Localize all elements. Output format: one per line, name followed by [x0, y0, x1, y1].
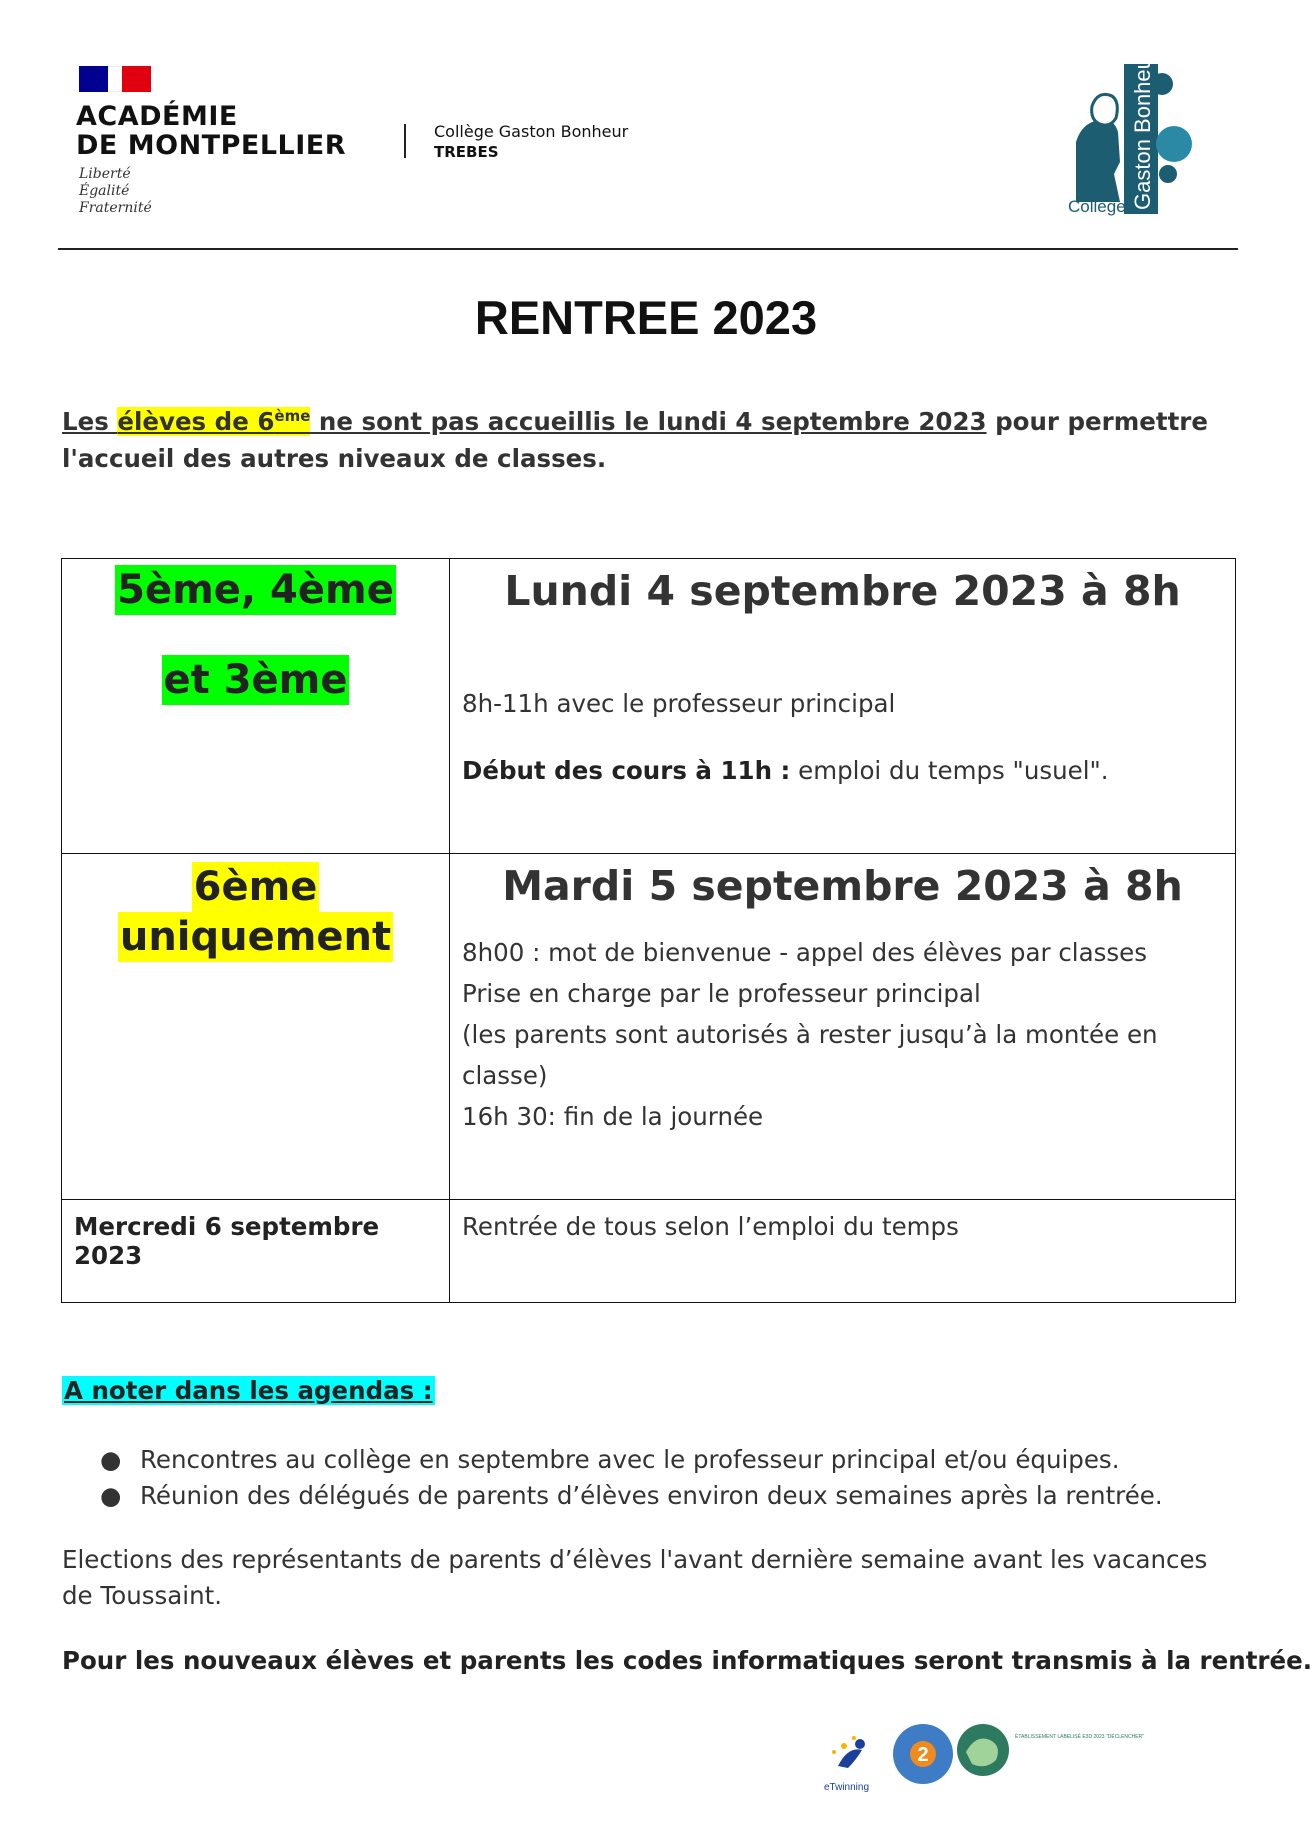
college-name: Collège Gaston Bonheur [434, 122, 629, 141]
elections-paragraph: Elections des représentants de parents d’élèves l'avant dernière semaine avant les vacances de Toussaint. [62, 1545, 1208, 1610]
row3-text: Rentrée de tous selon l’emploi du temps [462, 1212, 959, 1241]
etwinning-badge [824, 1736, 869, 1793]
devise [79, 166, 152, 217]
notes-bullet-2: Réunion des délégués de parents d’élèves environ deux semaines après la rentrée. [140, 1481, 1163, 1510]
e3d-label: ÉTABLISSEMENT LABELISÉ E3D 2023 "DÉCLENCHER" [1015, 1734, 1144, 1740]
row1-level-line-1: 5ème, 4ème [117, 567, 394, 613]
row1-info-cell [450, 559, 1236, 854]
schedule-row-2 [62, 854, 1236, 1200]
intro-paragraph [62, 398, 1212, 477]
footer-badges [820, 1716, 1144, 1796]
college-block [434, 121, 628, 163]
academie-name [76, 102, 346, 160]
e3d-badge [957, 1724, 1144, 1776]
intro-highlight [117, 407, 310, 436]
header-rule [58, 248, 1238, 250]
list-item [100, 1442, 1163, 1478]
intro-part-1: Les [62, 407, 118, 437]
bullet-icon: ● [100, 1445, 122, 1474]
row2-info-cell [450, 854, 1236, 1200]
etwinning-text: eTwinning [824, 1782, 870, 1793]
row2-line-1: 8h00 : mot de bienvenue - appel des élèves par classes [462, 938, 1147, 967]
logo-name-text: Gaston Bonheur [1130, 49, 1155, 210]
header-separator [404, 124, 406, 158]
row2-line-4: 16h 30: fin de la journée [462, 1102, 764, 1131]
marianne-flag-logo [79, 66, 151, 92]
row3-day: Mercredi 6 septembre 2023 [74, 1212, 380, 1270]
notes-bullet-1: Rencontres au collège en septembre avec le professeur principal et/ou équipes. [140, 1445, 1120, 1474]
notes-heading: A noter dans les agendas : [64, 1376, 433, 1405]
devise-liberte: Liberté [79, 166, 131, 182]
schedule-table [61, 558, 1236, 1303]
row3-info-cell [450, 1200, 1236, 1303]
row2-line-3: (les parents sont autorisés à rester jusqu’à la montée en classe) [462, 1020, 1158, 1090]
academie-line-2: DE MONTPELLIER [76, 130, 347, 161]
row2-lines [450, 910, 1235, 1137]
row1-day-title: Lundi 4 septembre 2023 à 8h [504, 567, 1181, 615]
list-item [100, 1478, 1163, 1514]
row2-level-line-1: 6ème [193, 864, 318, 910]
intro-part-3: pour permettre l'accueil des autres niveaux de classes. [62, 407, 1209, 474]
row2-level-line-2: uniquement [119, 914, 392, 960]
row3-day-cell [62, 1200, 450, 1303]
college-city: TREBES [434, 143, 499, 161]
bullet-icon: ● [100, 1481, 122, 1510]
row1-line-2-bold: Début des cours à 11h : [462, 756, 791, 785]
row1-line-2-rest: emploi du temps "usuel". [790, 756, 1109, 785]
final-paragraph: Pour les nouveaux élèves et parents les codes informatiques seront transmis à la rentrée. [62, 1646, 1312, 1675]
notes-list [100, 1442, 1163, 1514]
college2-number: 2 [917, 1744, 929, 1766]
row2-level-cell [62, 854, 450, 1200]
page-title: RENTREE 2023 [474, 291, 818, 344]
schedule-row-3 [62, 1200, 1236, 1303]
academie-line-1: ACADÉMIE [76, 101, 238, 132]
intro-highlight-text: élèves de 6 [117, 407, 275, 437]
college-logo [1062, 49, 1212, 217]
intro-part-2: ne sont pas accueillis le lundi 4 septembre 2023 [310, 407, 987, 437]
row1-level-line-2: et 3ème [163, 657, 348, 703]
devise-fraternite: Fraternité [79, 200, 152, 216]
row1-line-2 [450, 724, 1235, 791]
row1-level-cell [62, 559, 450, 854]
intro-sup: ème [274, 407, 311, 425]
schedule-row-1 [62, 559, 1236, 854]
logo-college-text: Collège [1068, 197, 1126, 216]
devise-egalite: Égalité [79, 183, 130, 199]
college-numerique-badge [893, 1724, 953, 1784]
row1-line-1: 8h-11h avec le professeur principal [462, 689, 896, 718]
row2-line-2: Prise en charge par le professeur principal [462, 979, 981, 1008]
row2-day-title: Mardi 5 septembre 2023 à 8h [502, 862, 1183, 910]
